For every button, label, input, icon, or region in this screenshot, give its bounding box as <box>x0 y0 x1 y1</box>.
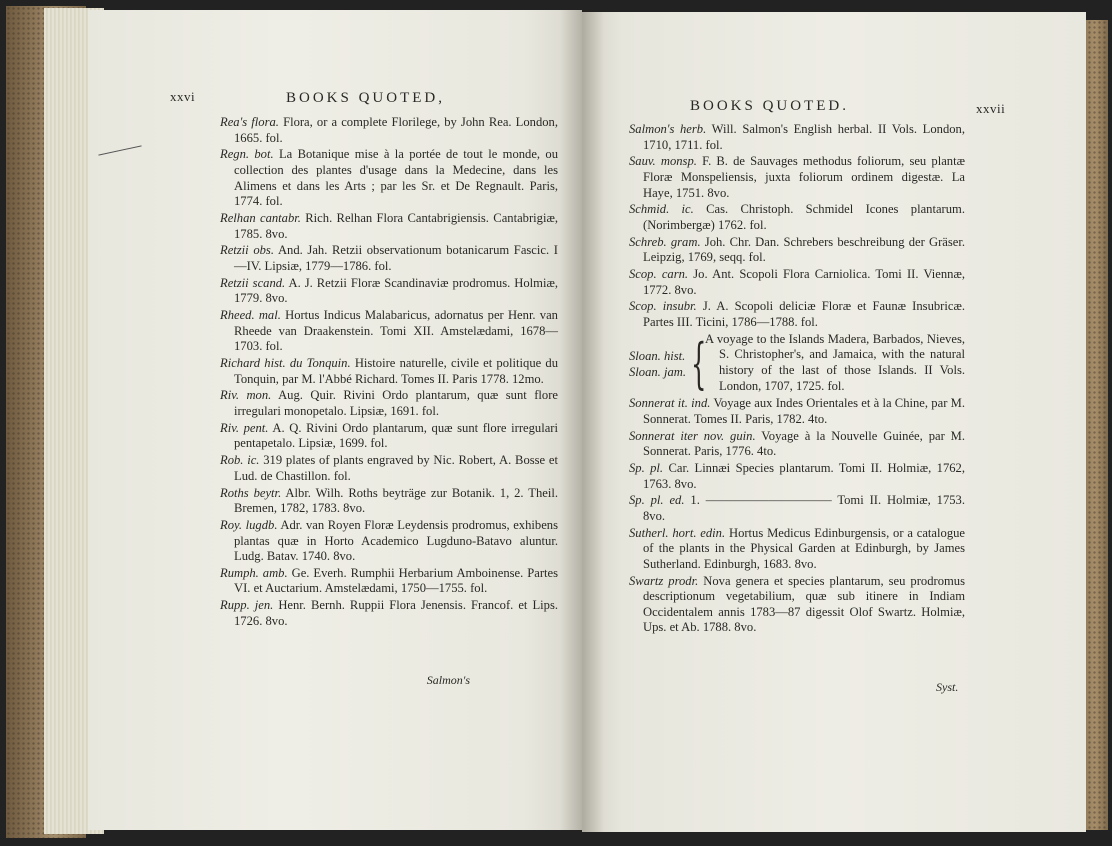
running-head: BOOKS QUOTED, <box>286 90 445 106</box>
bibliography-entry <box>220 566 558 597</box>
entry-text: A. J. Retzii Floræ Scandinaviæ prodromus. Holmiæ, 1779. 8vo. <box>234 275 558 306</box>
entry-abbreviation: Roths beytr. <box>220 485 282 500</box>
bibliography-entry <box>629 299 965 330</box>
bibliography-entry <box>220 518 558 565</box>
entry-abbreviation: Salmon's herb. <box>629 122 707 136</box>
entry-abbreviation: Retzii obs. <box>220 243 274 258</box>
gutter-shadow <box>560 10 604 832</box>
entry-abbreviation: Rumph. amb. <box>220 565 288 580</box>
page-number: xxvi <box>170 89 196 104</box>
entry-text: Hortus Medicus Edinburgensis, or a catalogue of the plants in the Physical Garden at Edinburgh, by James Sutherland. Edinburgh, 1683. 8vo. <box>643 525 966 571</box>
entry-text: Voyage à la Nouvelle Guinée, par M. Sonnerat. Paris, 1776. 4to. <box>643 428 966 459</box>
entry-text: Cas. Christoph. Schmidel Icones plantarum. (Norimbergæ) 1762. fol. <box>643 202 965 232</box>
bibliography-entry <box>629 235 965 266</box>
entry-text: Aug. Quir. Rivini Ordo plantarum, quæ sunt flore irregulari monopetalo. Lipsiæ, 1691. fol. <box>234 388 558 418</box>
entry-abbreviation: Richard hist. du Tonquin. <box>220 356 351 371</box>
entry-text: And. Jah. Retzii observationum botanicarum Fascic. I—IV. Lipsiæ, 1779—1786. fol. <box>234 243 558 273</box>
entry-text: Will. Salmon's English herbal. II Vols. London, 1710, 1711. fol. <box>643 122 966 152</box>
entry-abbreviation: Schreb. gram. <box>629 234 701 249</box>
left-page <box>88 10 582 830</box>
entry-abbreviation: Retzii scand. <box>220 275 286 290</box>
entry-text: La Botanique mise à la portée de tout le monde, ou collection des plantes d'usage dans la Medecine, dans les Alimens et dans les Arts ; par les Sr. et De Regnault. Paris, 1774. fol. <box>234 147 559 209</box>
bibliography-entry <box>629 267 965 298</box>
entry-text: 1. —————————— Tomi II. Holmiæ, 1753. 8vo. <box>643 493 965 523</box>
entry-text: A voyage to the Islands Madera, Barbados, Nieves, S. Christopher's, and Jamaica, with the natural history of the last of those Islands. II Vols. London, 1707, 1725. fol. <box>705 331 965 393</box>
entry-abbreviation: Riv. pent. <box>220 420 269 435</box>
entry-abbreviation: Rupp. jen. <box>220 598 274 613</box>
entry-text: Nova genera et species plantarum, seu prodromus descriptionum vegetabilium, quæ sub itinere in Indiam Occidentalem annis 1783—87 digessit Olof Swartz. Holmiæ, Ups. et Ab. 1788. 8vo. <box>643 573 965 635</box>
bibliography-entry <box>220 356 558 387</box>
bibliography-entry <box>629 396 965 427</box>
entry-abbreviation: Sp. pl. ed. <box>629 493 685 508</box>
entry-list <box>220 115 558 631</box>
entry-abbreviation: Swartz prodr. <box>629 573 699 588</box>
entry-abbreviation: Sloan. jam. <box>629 364 687 379</box>
entry-text: Albr. Wilh. Roths beyträge zur Botanik. 1, 2. Theil. Bremen, 1782, 1783. 8vo. <box>234 485 558 516</box>
bibliography-entry <box>629 429 965 460</box>
catchword: Salmon's <box>426 673 470 687</box>
bibliography-entry <box>629 154 965 201</box>
entry-abbreviation: Scop. insubr. <box>629 299 697 314</box>
bibliography-entry <box>629 122 965 153</box>
bibliography-entry <box>629 526 965 573</box>
entry-abbreviation: Rob. ic. <box>220 453 260 468</box>
entry-abbreviation: Rheed. mal. <box>220 308 281 323</box>
entry-text: A. Q. Rivini Ordo plantarum, quæ sunt flore irregulari pentapetalo. Lipsiæ, 1699. fol. <box>234 420 558 451</box>
entry-text: 319 plates of plants engraved by Nic. Robert, A. Bosse et Lud. de Chastillon. fol. <box>234 453 558 483</box>
entry-abbreviation: Sonnerat it. ind. <box>629 396 711 411</box>
entry-abbreviation: Regn. bot. <box>220 147 274 162</box>
bibliography-entry <box>629 574 965 636</box>
sloane-grouped-entry <box>629 332 965 394</box>
entry-abbreviation: Riv. mon. <box>220 388 272 403</box>
entry-text: J. A. Scopoli deliciæ Floræ et Faunæ Insubricæ. Partes III. Ticini, 1786—1788. fol. <box>643 299 965 330</box>
bibliography-entry <box>220 598 558 629</box>
entry-text: Voyage aux Indes Orientales et à la Chine, par M. Sonnerat. Tomes II. Paris, 1782. 4to. <box>643 396 965 426</box>
entry-text: Henr. Bernh. Ruppii Flora Jenensis. Francof. et Lips. 1726. 8vo. <box>234 598 558 628</box>
bibliography-entry <box>220 421 558 452</box>
entry-text: Car. Linnæi Species plantarum. Tomi II. Holmiæ, 1762, 1763. 8vo. <box>643 460 965 491</box>
entry-text: Rich. Relhan Flora Cantabrigiensis. Cantabrigiæ, 1785. 8vo. <box>234 210 558 241</box>
entry-abbreviation: Sonnerat iter nov. guin. <box>629 428 756 443</box>
brace: { <box>691 331 707 395</box>
bibliography-entry <box>220 276 558 307</box>
entry-abbreviation: Sutherl. hort. edin. <box>629 525 726 540</box>
entry-abbreviation: Rea's flora. <box>220 115 279 129</box>
running-head: BOOKS QUOTED. <box>690 98 849 114</box>
entry-abbreviation: Schmid. ic. <box>629 202 694 217</box>
entry-abbreviation: Relhan cantabr. <box>220 210 301 225</box>
bibliography-entry <box>220 115 558 146</box>
entry-abbreviation: Scop. carn. <box>629 267 689 282</box>
entry-abbreviation: Sloan. hist. <box>629 348 686 363</box>
catchword: Syst. <box>936 680 959 694</box>
entry-group-after <box>629 396 965 636</box>
entry-text: Flora, or a complete Florilege, by John Rea. London, 1665. fol. <box>234 115 558 145</box>
entry-list <box>629 122 965 637</box>
entry-text: F. B. de Sauvages methodus foliorum, seu plantæ Floræ Monspeliensis, juxta foliorum ordinem digestæ. La Haye, 1751. 8vo. <box>643 154 965 200</box>
bibliography-entry <box>220 211 558 242</box>
bibliography-entry <box>220 308 558 355</box>
entry-text: Hortus Indicus Malabaricus, adornatus per Henr. van Rheede van Draakenstein. Tomi XII. Amstelædami, 1678—1703. fol. <box>234 308 558 354</box>
bibliography-entry <box>220 453 558 484</box>
entry-text: Jo. Ant. Scopoli Flora Carniolica. Tomi II. Viennæ, 1772. 8vo. <box>643 267 966 297</box>
entry-abbreviation: Sp. pl. <box>629 460 664 475</box>
entry-abbreviation: Roy. lugdb. <box>220 517 278 532</box>
bibliography-entry <box>220 243 558 274</box>
right-page <box>582 12 1086 832</box>
entry-text: Joh. Chr. Dan. Schrebers beschreibung der Gräser. Leipzig, 1769, seqq. fol. <box>643 234 965 265</box>
bibliography-entry <box>220 147 558 209</box>
bibliography-entry <box>629 202 965 233</box>
entry-text: Ge. Everh. Rumphii Herbarium Amboinense. Partes VI. et Auctarium. Amstelædami, 1750—1755. fol. <box>234 565 558 596</box>
entry-text: Adr. van Royen Floræ Leydensis prodromus, exhibens plantas quæ in Horto Academico Lugduno-Batavo aluntur. Ludg. Batav. 1740. 8vo. <box>234 517 558 564</box>
grouped-abbreviations <box>629 332 691 394</box>
bibliography-entry <box>220 388 558 419</box>
bibliography-entry <box>629 461 965 492</box>
page-number: xxvii <box>976 101 1006 116</box>
bibliography-entry <box>220 486 558 517</box>
entry-group-before <box>629 122 965 331</box>
entry-abbreviation: Sauv. monsp. <box>629 154 697 169</box>
entry-text: Histoire naturelle, civile et politique du Tonquin, par M. l'Abbé Richard. Tomes II. Paris 1778. 12mo. <box>234 356 558 386</box>
bibliography-entry <box>629 493 965 524</box>
